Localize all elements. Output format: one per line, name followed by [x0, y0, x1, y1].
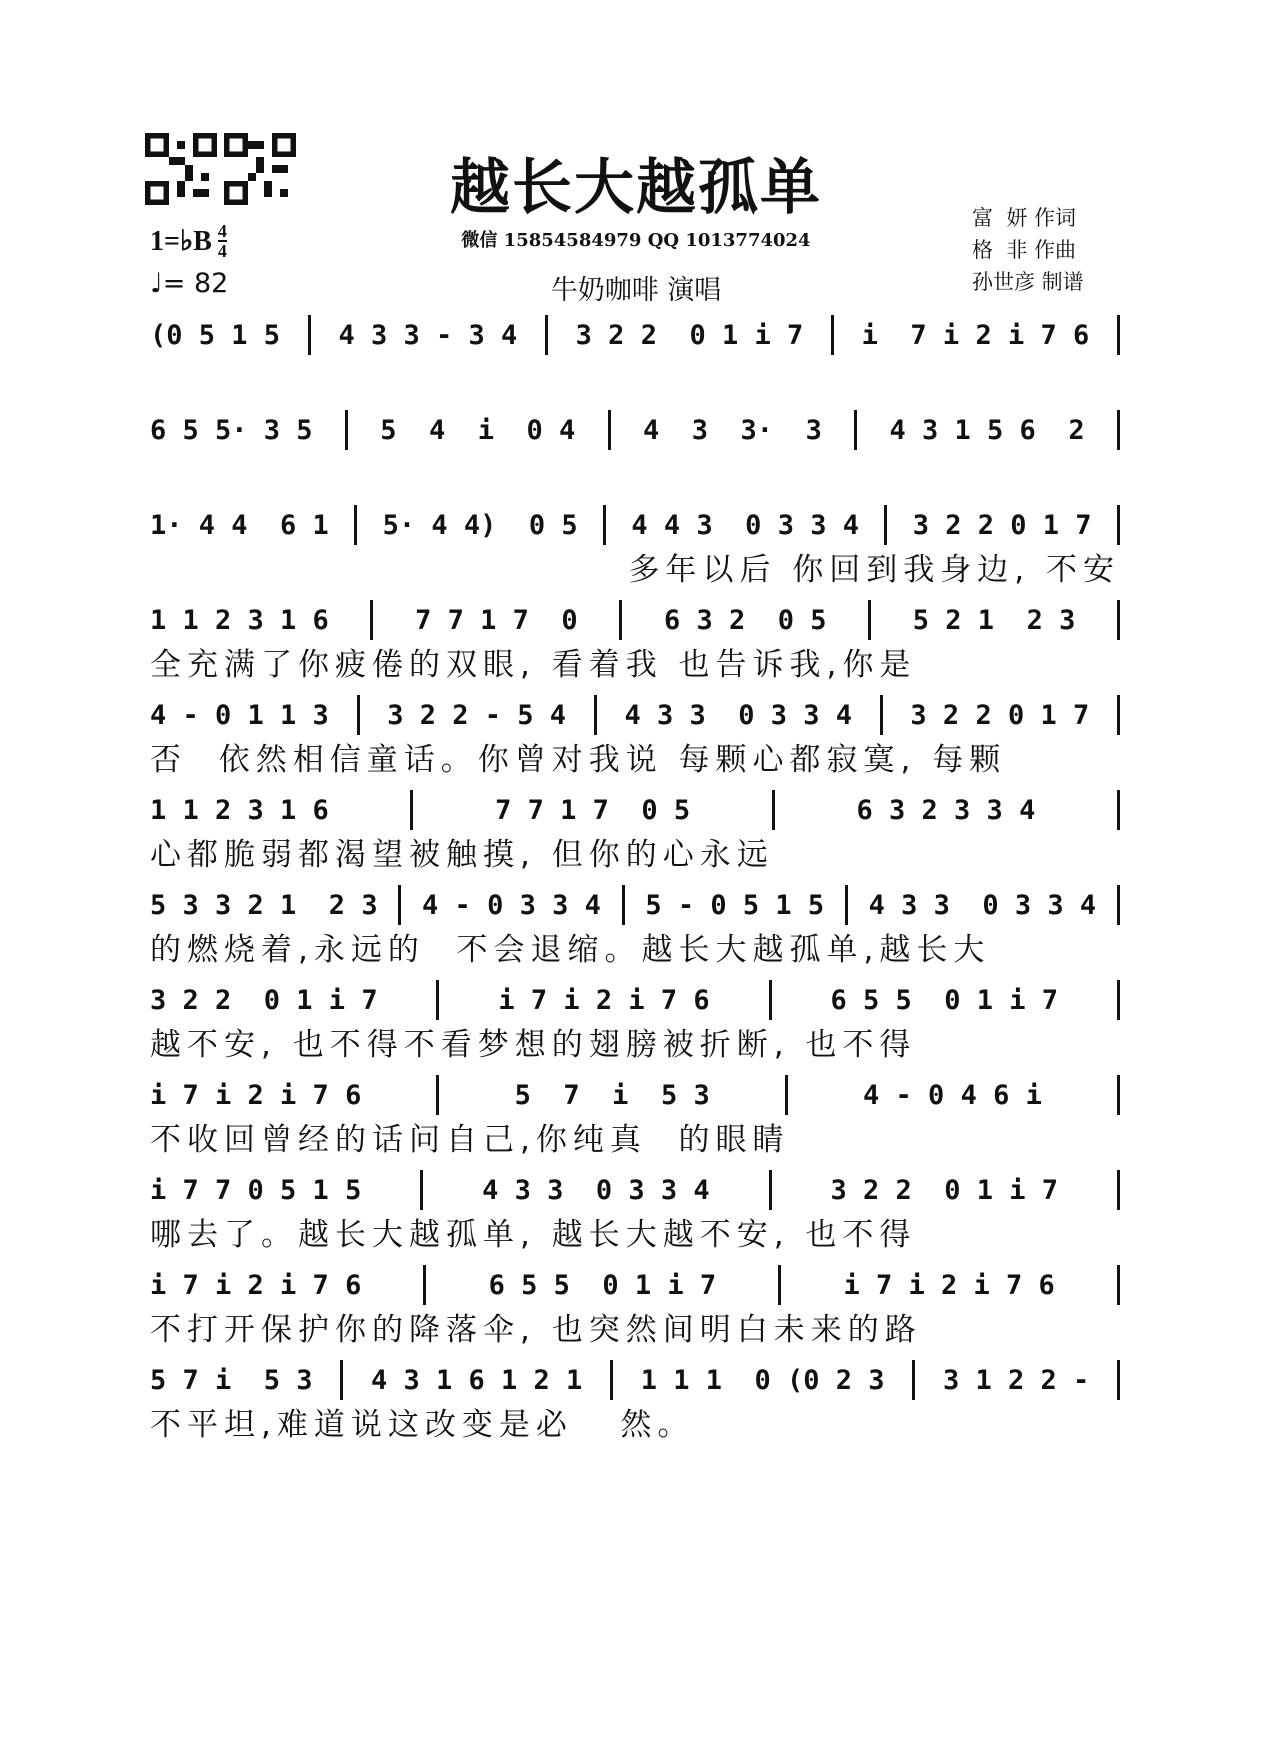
bar-line	[912, 1360, 915, 1400]
measure: 1· 4 4 6 1	[150, 509, 329, 541]
bar-line	[831, 315, 834, 355]
measure: 1 1 1 0 (0 2 3	[640, 1364, 885, 1396]
notation-line	[150, 882, 1120, 928]
time-signature-bottom: 4	[217, 241, 227, 261]
measure: 5 3 3 2 1 2 3	[150, 889, 378, 921]
bar-line	[308, 315, 311, 355]
measure: 3 2 2 0 1 7	[910, 699, 1090, 731]
arranger-credit: 孙世彦 制谱	[972, 270, 1084, 294]
measure: 4 4 3 0 3 3 4	[631, 509, 859, 541]
measure: 3 2 2 0 1 7	[912, 509, 1092, 541]
bar-line	[880, 695, 883, 735]
notation-line	[150, 1167, 1120, 1213]
measure: 4 3 3· 3	[643, 414, 822, 446]
lyric-line: 不平坦,难道说这改变是必 然。	[150, 1406, 695, 1443]
bar-line	[884, 505, 887, 545]
lyric-line: 越不安, 也不得不看梦想的翅膀被折断, 也不得	[150, 1026, 917, 1063]
bar-line	[1117, 980, 1120, 1020]
bar-line	[1117, 695, 1120, 735]
bar-line	[868, 600, 871, 640]
bar-line	[622, 885, 625, 925]
bar-line	[436, 980, 439, 1020]
bar-line	[340, 1360, 343, 1400]
measure: i 7 i 2 i 7 6	[150, 1079, 362, 1111]
singer-credit: 牛奶咖啡 演唱	[550, 275, 722, 306]
lyricist-credit: 富 妍 作词	[972, 206, 1077, 230]
measure: 7 7 1 7 0	[415, 604, 578, 636]
bar-line	[845, 885, 848, 925]
measure: 4 - 0 4 6 i	[863, 1079, 1042, 1111]
bar-line	[423, 1265, 426, 1305]
measure: 3 1 2 2 -	[942, 1364, 1090, 1396]
measure: 4 3 3 0 3 3 4	[868, 889, 1097, 921]
measure: 5 - 0 5 1 5	[645, 889, 825, 921]
bar-line	[594, 695, 597, 735]
notation-line	[150, 1357, 1120, 1403]
measure: 5 7 i 5 3	[150, 1364, 313, 1396]
measure: i 7 i 2 i 7 6	[150, 1269, 362, 1301]
notation-line	[150, 977, 1120, 1023]
lyric-line: 多年以后 你回到我身边, 不安	[628, 551, 1120, 588]
measure: 4 - 0 1 1 3	[150, 699, 329, 731]
notation-line	[150, 597, 1120, 643]
bar-line	[1117, 410, 1120, 450]
bar-line	[545, 315, 548, 355]
bar-line	[769, 980, 772, 1020]
bar-line	[436, 1075, 439, 1115]
measure: i 7 i 2 i 7 6	[498, 984, 710, 1016]
notation-line	[150, 502, 1120, 548]
tempo-marking: ♩= 82	[150, 268, 229, 299]
measure: 5 7 i 5 3	[514, 1079, 710, 1111]
measure: i 7 7 0 5 1 5	[150, 1174, 362, 1206]
bar-line	[769, 1170, 772, 1210]
notation-line	[150, 787, 1120, 833]
measure: 5· 4 4) 0 5	[382, 509, 578, 541]
notation-line	[150, 407, 1120, 453]
bar-line	[1117, 1360, 1120, 1400]
measure: 5 2 1 2 3	[912, 604, 1076, 636]
lyric-line: 否 依然相信童话。你曾对我说 每颗心都寂寞, 每颗	[150, 741, 1007, 778]
bar-line	[778, 1265, 781, 1305]
lyric-line: 不打开保护你的降落伞, 也突然间明白未来的路	[150, 1311, 922, 1348]
bar-line	[357, 695, 360, 735]
bar-line	[1117, 315, 1120, 355]
bar-line	[354, 505, 357, 545]
measure: 5 4 i 0 4	[380, 414, 576, 446]
contact-info: 微信 15854584979 QQ 1013774024	[461, 230, 811, 251]
time-signature-top: 4	[217, 221, 227, 241]
song-title: 越长大越孤单	[450, 153, 822, 223]
bar-line	[1117, 1075, 1120, 1115]
measure: i 7 i 2 i 7 6	[843, 1269, 1055, 1301]
bar-line	[785, 1075, 788, 1115]
bar-line	[370, 600, 373, 640]
bar-line	[420, 1170, 423, 1210]
measure: 6 5 5 0 1 i 7	[488, 1269, 717, 1301]
bar-line	[1117, 1265, 1120, 1305]
bar-line	[603, 505, 606, 545]
bar-line	[1117, 600, 1120, 640]
measure: 4 3 3 0 3 3 4	[482, 1174, 710, 1206]
bar-line	[619, 600, 622, 640]
bar-line	[1117, 505, 1120, 545]
measure: 4 - 0 3 3 4	[422, 889, 601, 921]
lyric-line: 哪去了。越长大越孤单, 越长大越不安, 也不得	[150, 1216, 917, 1253]
bar-line	[608, 410, 611, 450]
lyric-line: 的燃烧着,永远的 不会退缩。越长大越孤单,越长大	[150, 931, 991, 968]
measure: i 7 i 2 i 7 6	[861, 319, 1090, 351]
bar-line	[410, 790, 413, 830]
bar-line	[1117, 1170, 1120, 1210]
measure: 1 1 2 3 1 6	[150, 604, 329, 636]
measure: 3 2 2 0 1 i 7	[150, 984, 378, 1016]
bar-line	[854, 410, 857, 450]
bar-line	[610, 1360, 613, 1400]
measure: (0 5 1 5	[150, 319, 281, 351]
measure: 1 1 2 3 1 6	[150, 794, 329, 826]
bar-line	[772, 790, 775, 830]
notation-line	[150, 692, 1120, 738]
bar-line	[1117, 790, 1120, 830]
bar-line	[398, 885, 401, 925]
measure: 4 3 1 5 6 2	[889, 414, 1085, 446]
notation-line	[150, 1262, 1120, 1308]
lyric-line: 全充满了你疲倦的双眼, 看着我 也告诉我,你是	[150, 646, 917, 683]
bar-line	[345, 410, 348, 450]
notation-line	[150, 1072, 1120, 1118]
lyric-line: 不收回曾经的话问自己,你纯真 的眼睛	[150, 1121, 790, 1158]
bar-line	[1117, 885, 1120, 925]
measure: 4 3 1 6 1 2 1	[370, 1364, 583, 1396]
composer-credit: 格 非 作曲	[972, 238, 1077, 262]
measure: 4 3 3 0 3 3 4	[624, 699, 853, 731]
measure: 6 5 5 0 1 i 7	[830, 984, 1059, 1016]
measure: 3 2 2 - 5 4	[387, 699, 567, 731]
notation-line	[150, 312, 1120, 358]
measure: 3 2 2 0 1 i 7	[575, 319, 804, 351]
measure: 6 3 2 0 5	[663, 604, 827, 636]
measure: 4 3 3 - 3 4	[338, 319, 518, 351]
measure: 7 7 1 7 0 5	[495, 794, 691, 826]
measure: 6 3 2 3 3 4	[856, 794, 1036, 826]
measure: 3 2 2 0 1 i 7	[830, 1174, 1059, 1206]
key-label: 1=♭B	[150, 226, 212, 257]
lyric-line: 心都脆弱都渴望被触摸, 但你的心永远	[150, 836, 774, 873]
measure: 6 5 5· 3 5	[150, 414, 313, 446]
